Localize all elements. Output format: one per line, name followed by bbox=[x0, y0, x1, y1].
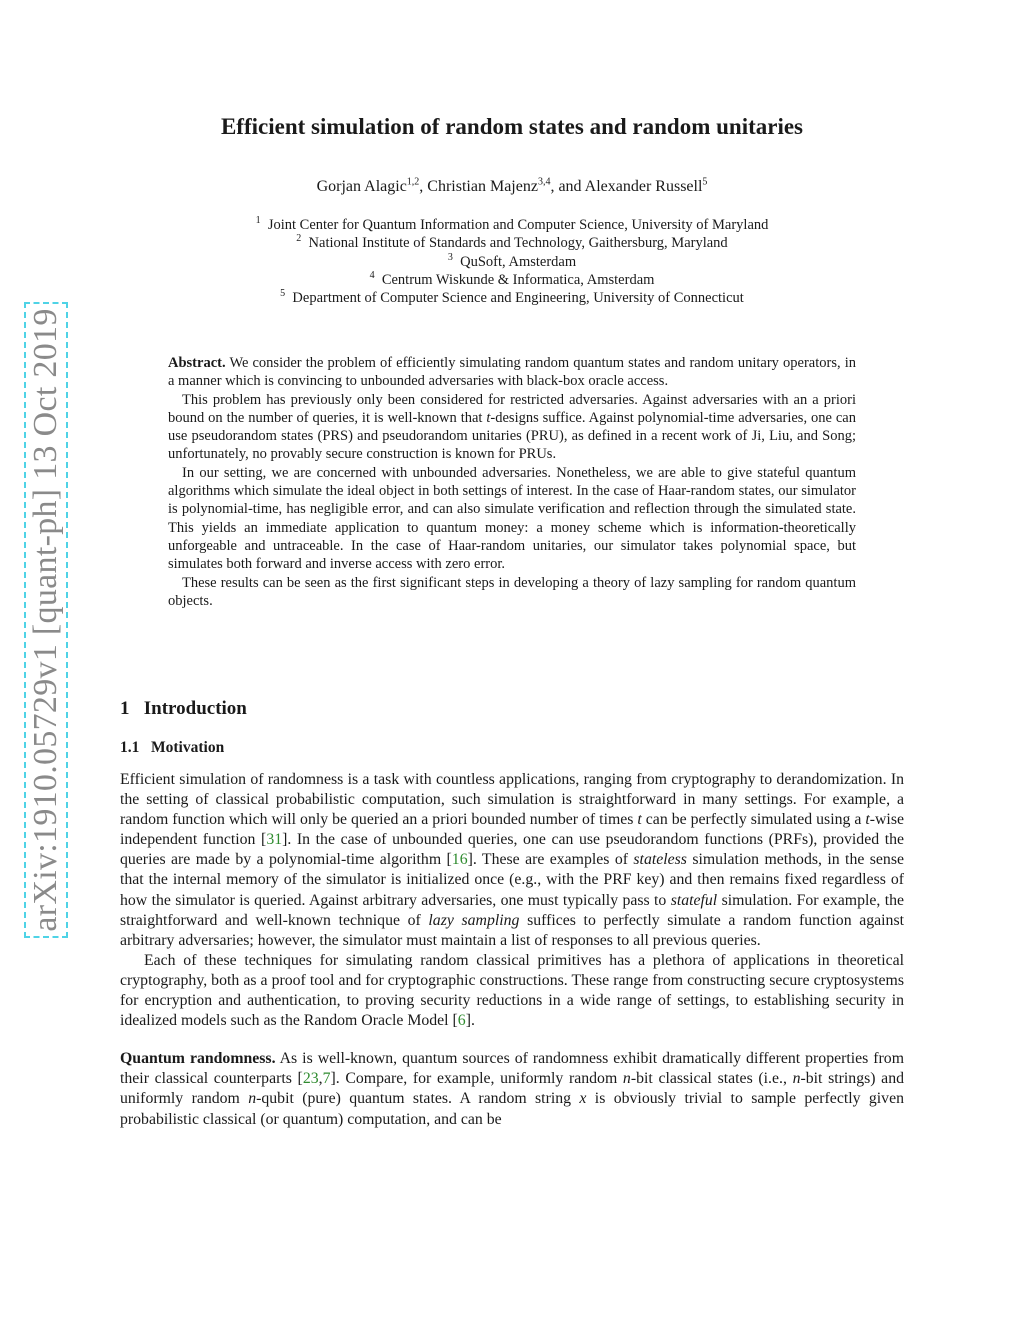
author-affiliation-mark: 3,4 bbox=[537, 176, 551, 188]
paragraph-heading: Quantum randomness. bbox=[120, 1050, 276, 1068]
affiliation: $^3$ QuSoft, Amsterdam bbox=[447, 251, 577, 270]
body-paragraph: Each of these techniques for simulating random classical primitives has a plethora of applications in theoretical cryptography, both as a proof tool and for cryptographic constructions. These range from constructing secure cryptosystems for encryption and authentication, to proving security reductions in a wide range of settings, to establishing security in idealized models such as the Random Oracle Model [6]. bbox=[120, 951, 904, 1030]
subsection-heading: 1.1 Motivation bbox=[120, 739, 225, 756]
author-list: Gorjan Alagic$^{1,2}$, Christian Majenz$^{3,4}$, and Alexander Russell$^5$ bbox=[316, 176, 708, 195]
body-paragraph: Efficient simulation of randomness is a task with countless applications, ranging from cryptography to derandomization. In the setting of classical probabilistic computation, such simulation is straightforward in many settings. For example, a random function which will only be queried an a priori bounded number of times t can be perfectly simulated using a t-wise independent function [31]. In the case of unbounded queries, one can use pseudorandom functions (PRFs), provided the queries are made by a polynomial-time algorithm [16]. These are examples of stateless simulation methods, in the sense that the internal memory of the simulator is initialized once (e.g., with the PRF key) and then remains fixed regardless of how the simulator is queried. Against arbitrary adversaries, one must typically pass to stateful simulation. For example, the straightforward and well-known technique of lazy sampling suffices to perfectly simulate a random function against arbitrary adversaries; however, the simulator must maintain a list of responses to all previous queries. bbox=[120, 771, 904, 949]
abstract-paragraph: This problem has previously only been considered for restricted adversaries. Against adversaries with an a priori bound on the number of queries, it is well-known that t-designs suffice. Against polynomial-time adversaries, one can use pseudorandom states (PRS) and pseudorandom unitaries (PRU), as defined in a recent work of Ji, Liu, and Song; unfortunately, no provably secure construction is known for PRUs. bbox=[168, 391, 856, 463]
citation-link[interactable]: 31 bbox=[266, 831, 283, 849]
abstract-paragraph: Abstract. We consider the problem of efficiently simulating random quantum states and random unitary operators, in a manner which is convincing to unbounded adversaries with black-box oracle access. bbox=[168, 355, 856, 390]
author-name: Gorjan Alagic bbox=[316, 178, 407, 195]
affiliation: $^2$ National Institute of Standards and Technology, Gaithersburg, Maryland bbox=[296, 233, 728, 252]
citation-link[interactable]: 16 bbox=[451, 851, 468, 869]
affiliation: $^4$ Centrum Wiskunde & Informatica, Amsterdam bbox=[369, 270, 655, 288]
citation-link[interactable]: 23 bbox=[302, 1070, 319, 1088]
abstract-label: Abstract. bbox=[168, 355, 226, 371]
abstract-paragraph: In our setting, we are concerned with unbounded adversaries. Nonetheless, we are able to give stateful quantum algorithms which simulate the ideal object in both settings of interest. In the case of Haar-random states, our simulator is polynomial-time, has negligible error, and can also simulate verification and reflection through the simulated state. This yields an immediate application to quantum money: a money scheme which is information-theoretically unforgeable and untraceable. In the case of Haar-random unitaries, our simulator takes polynomial space, but simulates both forward and inverse access with zero error. bbox=[168, 464, 856, 573]
author-name: Alexander Russell bbox=[584, 178, 703, 195]
abstract bbox=[168, 354, 856, 610]
author-affiliation-mark: 1,2 bbox=[406, 176, 420, 188]
abstract-paragraph: These results can be seen as the first significant steps in developing a theory of lazy sampling for random quantum objects. bbox=[168, 574, 856, 609]
arxiv-sidebar-stamp bbox=[24, 302, 68, 938]
section-heading: 1 Introduction bbox=[120, 698, 247, 719]
arxiv-identifier: arXiv:1910.05729v1 [quant-ph] 13 Oct 2019 bbox=[27, 308, 64, 932]
citation-link[interactable]: 7 bbox=[322, 1070, 331, 1088]
body-paragraph: Quantum randomness. As is well-known, quantum sources of randomness exhibit dramatically different properties from their classical counterparts [23,7]. Compare, for example, uniformly random n-bit classical states (i.e., n-bit strings) and uniformly random n-qubit (pure) quantum states. A random string x is obviously trivial to sample perfectly given probabilistic classical (or quantum) computation, and can be bbox=[120, 1050, 904, 1128]
citation-link[interactable]: 6 bbox=[457, 1012, 466, 1030]
body-text bbox=[120, 770, 904, 1130]
affiliation-list bbox=[0, 216, 1024, 307]
affiliation: $^1$ Joint Center for Quantum Information and Computer Science, University of Maryland bbox=[255, 215, 769, 233]
author-name: Christian Majenz bbox=[427, 178, 538, 195]
author-affiliation-mark: 5 bbox=[702, 176, 708, 188]
paper-title: Efficient simulation of random states and random unitaries bbox=[220, 114, 804, 139]
affiliation: $^5$ Department of Computer Science and Engineering, University of Connecticut bbox=[280, 288, 744, 307]
